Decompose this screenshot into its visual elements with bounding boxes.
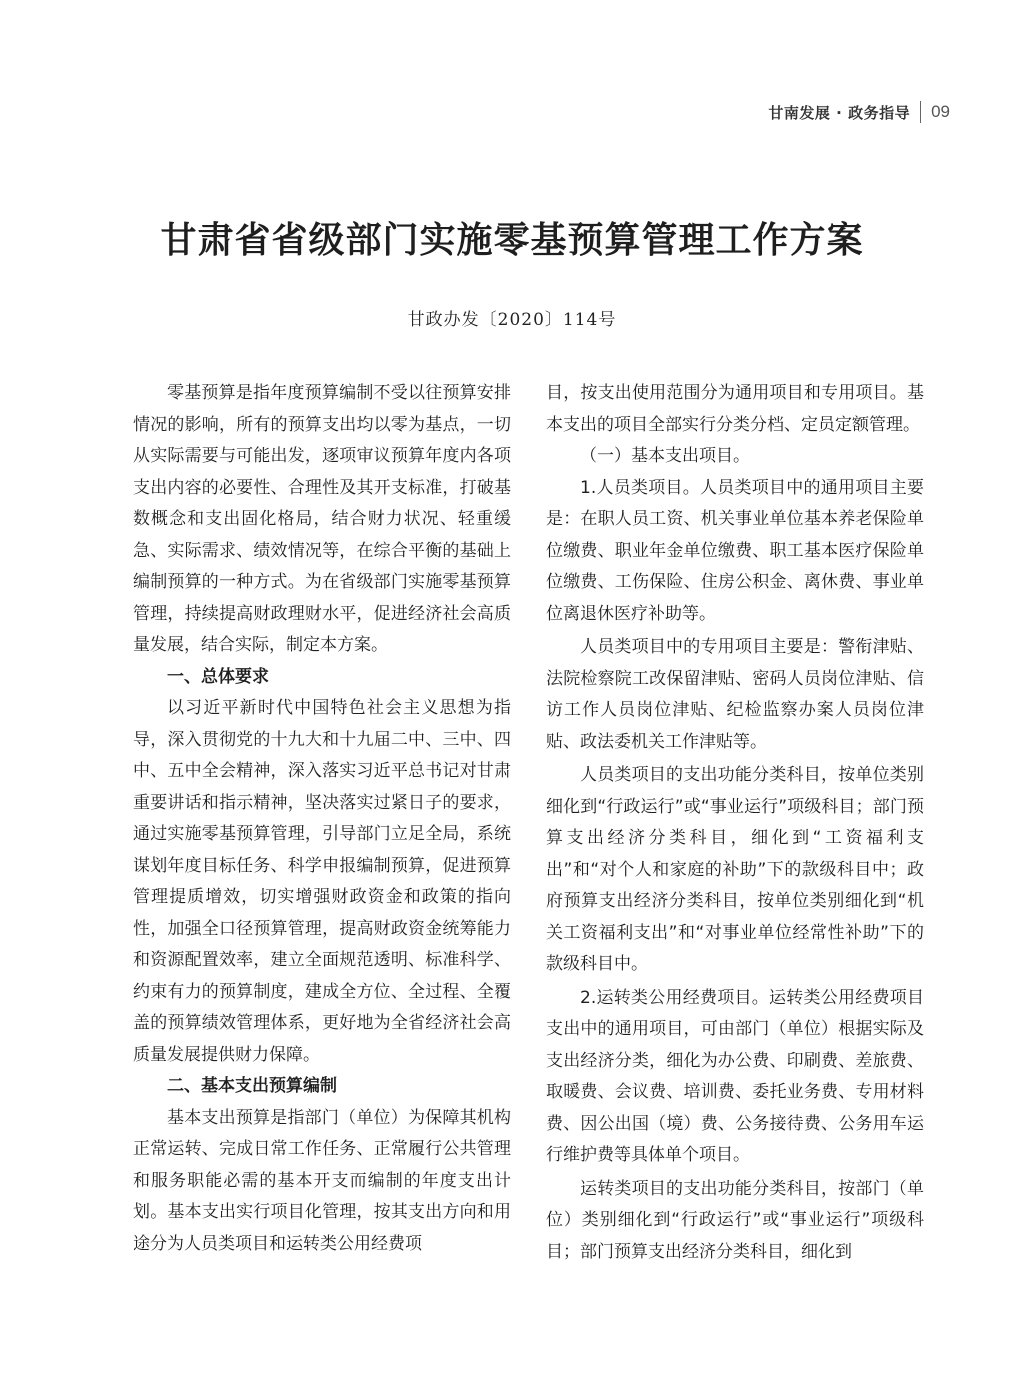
personnel-items-paragraph: 1.人员类项目。人员类项目中的通用项目主要是：在职人员工资、机关事业单位基本养老保险单位缴费、职业年金单位缴费、职工基本医疗保险单位缴费、工伤保险、住房公积金、离休费、事业单位离退休医疗补助等。 [546,477,924,624]
right-column [546,378,924,1268]
basic-expenditure-paragraph: 基本支出预算是指部门（单位）为保障其机构正常运转、完成日常工作任务、正常履行公共管理和服务职能必需的基本开支而编制的年度支出计划。基本支出实行项目化管理，按其支出方向和用途分为人员类项目和运转类公用经费项 [133,1107,511,1254]
document-title: 甘肃省省级部门实施零基预算管理工作方案 [160,219,864,261]
personnel-special-items-paragraph: 人员类项目中的专用项目主要是：警衔津贴、法院检察院工改保留津贴、密码人员岗位津贴、信访工作人员岗位津贴、纪检监察办案人员岗位津贴、政法委机关工作津贴等。 [546,637,924,752]
continued-paragraph: 目，按支出使用范围分为通用项目和专用项目。基本支出的项目全部实行分类分档、定员定额管理。 [546,383,924,435]
subsection-heading-basic-items: （一）基本支出项目。 [580,446,750,466]
header-divider [920,101,921,123]
section-heading-general-requirements: 一、总体要求 [167,666,269,687]
section-heading-basic-expenditure: 二、基本支出预算编制 [167,1076,337,1096]
page-number: 09 [931,102,950,121]
personnel-classification-paragraph: 人员类项目的支出功能分类科目，按单位类别细化到“行政运行”或“事业运行”项级科目；部门预算支出经济分类科目，细化到“工资福利支出”和“对个人和家庭的补助”下的款级科目中；政府预算支出经济分类科目，按单位类别细化到“机关工资福利支出”和“对事业单位经常性补助”下的款级科目中。 [546,765,924,974]
intro-paragraph: 零基预算是指年度预算编制不受以往预算安排情况的影响，所有的预算支出均以零为基点，一切从实际需要与可能出发，逐项审议预算年度内各项支出内容的必要性、合理性及其开支标准，打破基数概念和支出固化格局，结合财力状况、轻重缓急、实际需求、绩效情况等，在综合平衡的基础上编制预算的一种方式。为在省级部门实施零基预算管理，持续提高财政理财水平，促进经济社会高质量发展，结合实际，制定本方案。 [133,383,511,655]
document-number: 甘政办发〔2020〕114号 [407,310,617,330]
running-title: 甘南发展 · 政务指导 [768,103,911,122]
running-header [768,99,950,125]
left-column [133,378,511,1260]
operating-expense-items-paragraph: 2.运转类公用经费项目。运转类公用经费项目支出中的通用项目，可由部门（单位）根据实际及支出经济分类，细化为办公费、印刷费、差旅费、取暖费、会议费、培训费、委托业务费、专用材料费、因公出国（境）费、公务接待费、公务用车运行维护费等具体单个项目。 [546,987,924,1165]
operating-classification-paragraph: 运转类项目的支出功能分类科目，按部门（单位）类别细化到“行政运行”或“事业运行”项级科目；部门预算支出经济分类科目，细化到 [546,1178,924,1262]
general-requirements-paragraph: 以习近平新时代中国特色社会主义思想为指导，深入贯彻党的十九大和十九届二中、三中、四中、五中全会精神，深入落实习近平总书记对甘肃重要讲话和指示精神，坚决落实过紧日子的要求，通过实施零基预算管理，引导部门立足全局，系统谋划年度目标任务、科学申报编制预算，促进预算管理提质增效，切实增强财政资金和政策的指向性，加强全口径预算管理，提高财政资金统筹能力和资源配置效率，建立全面规范透明、标准科学、约束有力的预算制度，建成全方位、全过程、全覆盖的预算绩效管理体系，更好地为全省经济社会高质量发展提供财力保障。 [133,698,511,1065]
